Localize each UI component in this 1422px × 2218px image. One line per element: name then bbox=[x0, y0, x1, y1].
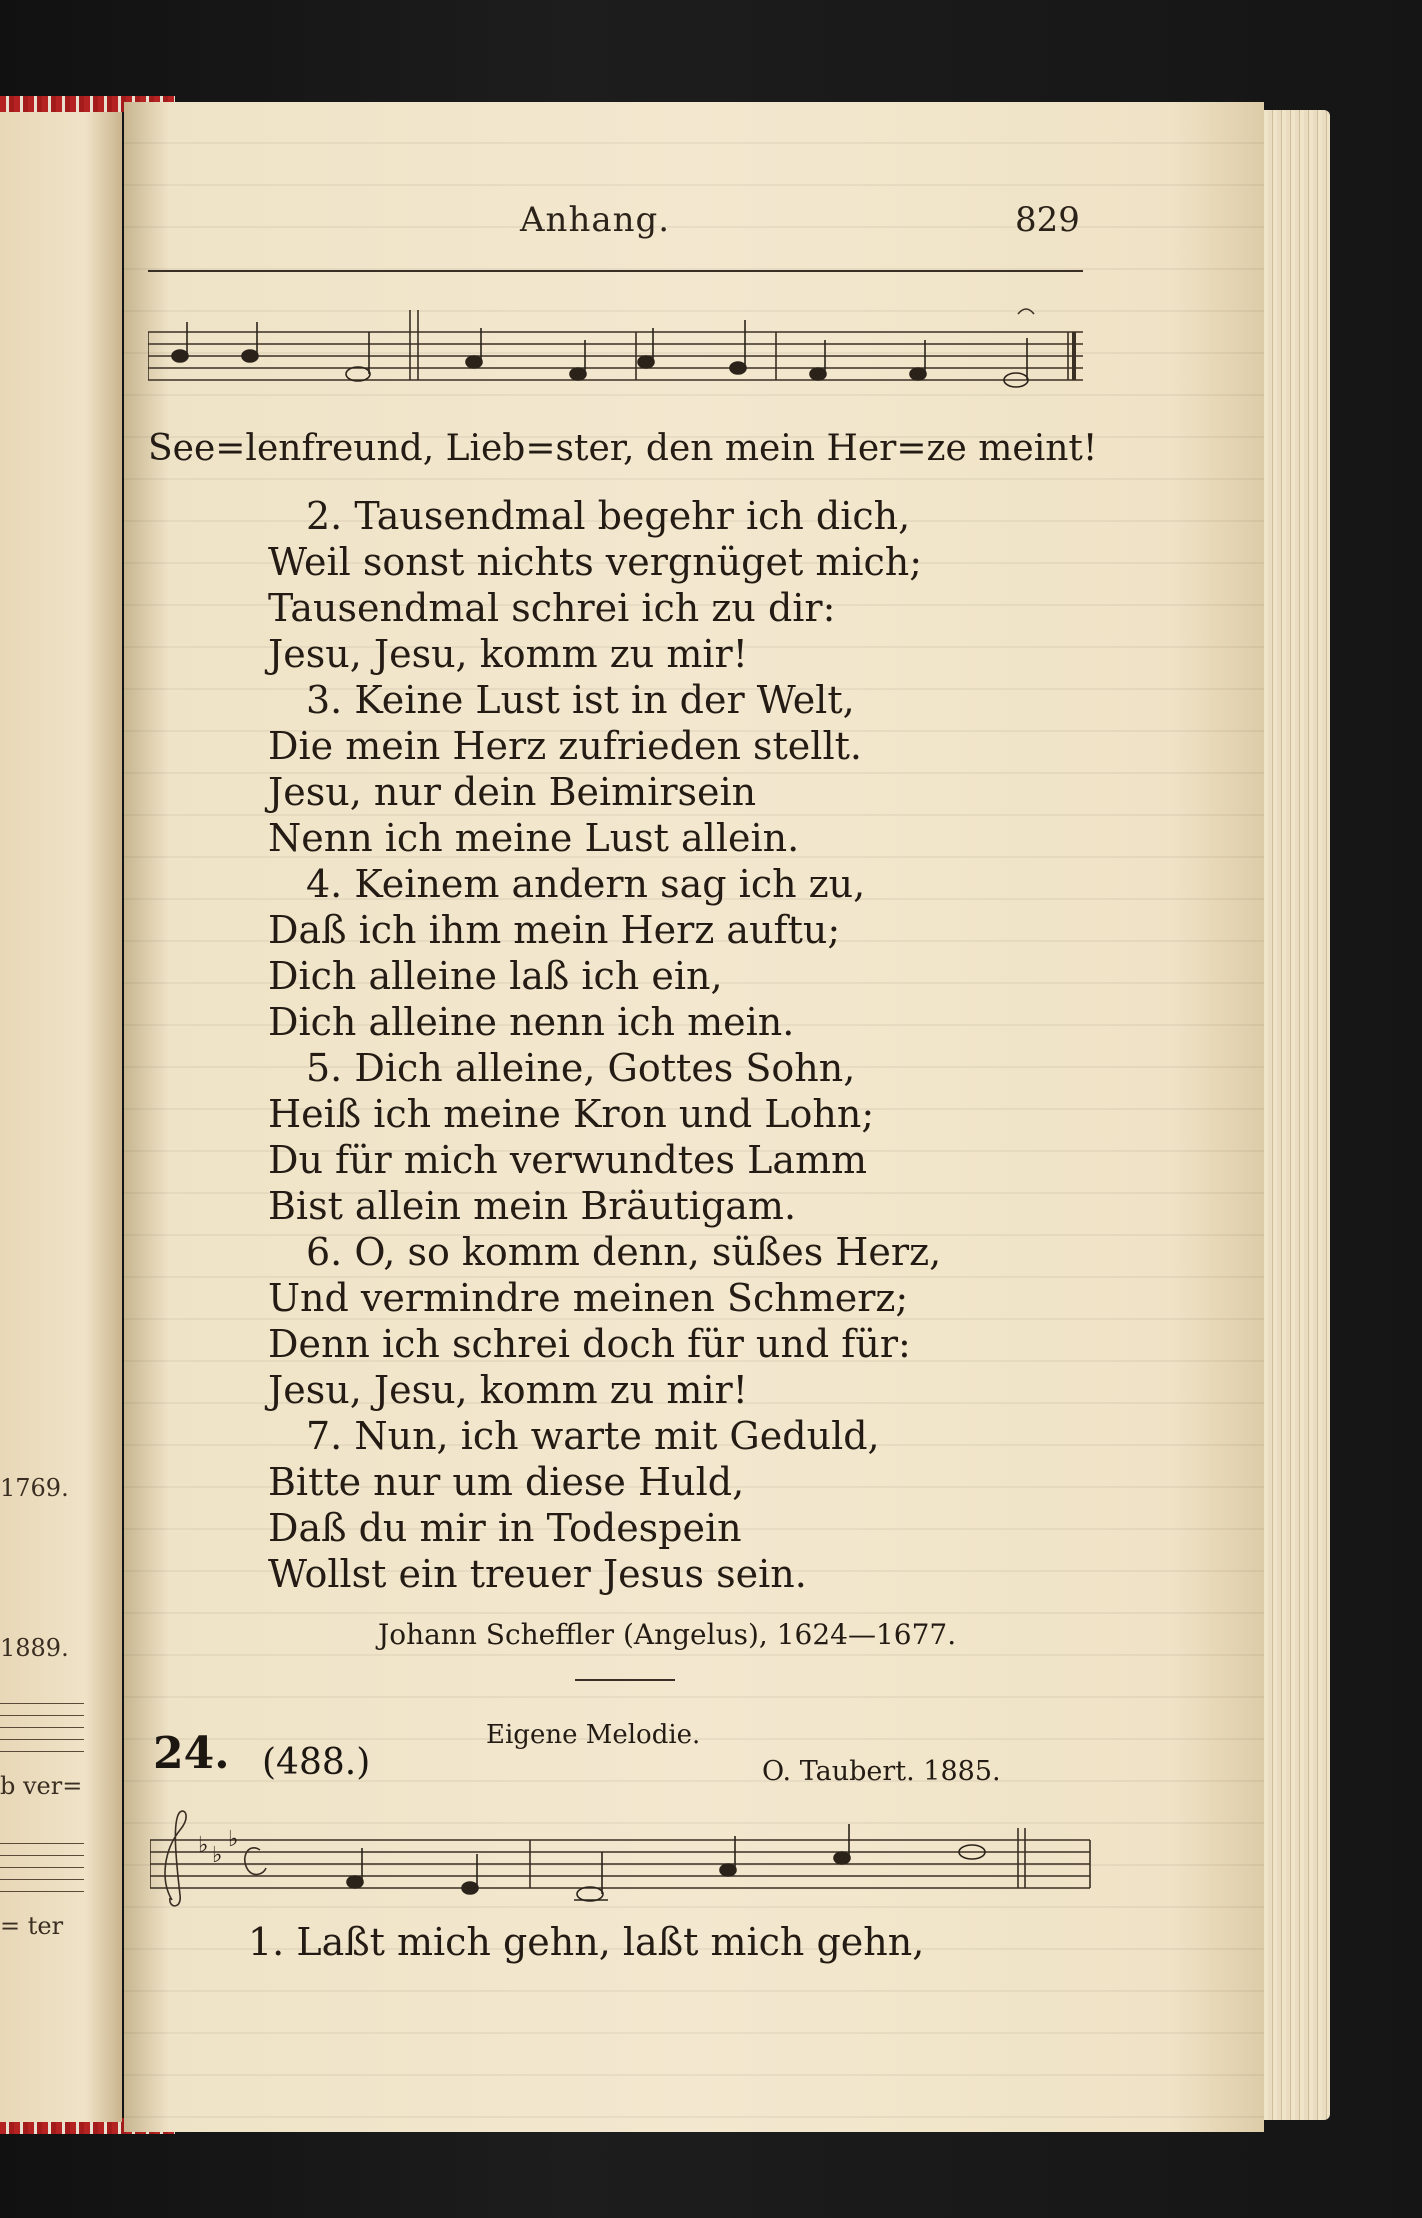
verse-line: Jesu, Jesu, komm zu mir! bbox=[268, 1368, 748, 1412]
verse-number: 5. bbox=[306, 1046, 343, 1090]
verse-line: Jesu, Jesu, komm zu mir! bbox=[268, 632, 748, 676]
verse-text: Keinem andern sag ich zu, bbox=[354, 862, 866, 906]
verse-line bbox=[306, 678, 855, 722]
verse-line bbox=[306, 1414, 880, 1458]
hymn-reference: (488.) bbox=[262, 1742, 371, 1783]
author-credit: Johann Scheffler (Angelus), 1624—1677. bbox=[378, 1618, 957, 1651]
verse-text: O, so komm denn, süßes Herz, bbox=[354, 1230, 942, 1274]
top-melody-lyric: See=lenfreund, Lieb=ster, den mein Her=ze meint! bbox=[148, 428, 1098, 469]
header-rule bbox=[148, 270, 1083, 272]
left-fragment: 1889. bbox=[0, 1634, 69, 1662]
bottom-music-staff bbox=[150, 1800, 1100, 1920]
verse-line: Daß du mir in Todespein bbox=[268, 1506, 742, 1550]
verse-text: Nun, ich warte mit Geduld, bbox=[354, 1414, 880, 1458]
hymn-number: 24. bbox=[153, 1728, 230, 1779]
verse-line bbox=[306, 1230, 941, 1274]
verse-text: Keine Lust ist in der Welt, bbox=[354, 678, 855, 722]
verse-line bbox=[306, 494, 910, 538]
section-divider bbox=[575, 1679, 675, 1681]
verse-line: Jesu, nur dein Beimirsein bbox=[268, 770, 757, 814]
left-fragment: b ver= bbox=[0, 1772, 83, 1800]
verse-number: 4. bbox=[306, 862, 343, 906]
verse-line: Und vermindre meinen Schmerz; bbox=[268, 1276, 909, 1320]
verse-number: 7. bbox=[306, 1414, 343, 1458]
first-verse-lyric: 1. Laßt mich gehn, laßt mich gehn, bbox=[248, 1920, 925, 1964]
verse-line: Heiß ich meine Kron und Lohn; bbox=[268, 1092, 875, 1136]
verse-line: Tausendmal schrei ich zu dir: bbox=[268, 586, 836, 630]
top-music-staff bbox=[148, 292, 1088, 422]
verse-text: Tausendmal begehr ich dich, bbox=[354, 494, 911, 538]
verse-number: 2. bbox=[306, 494, 343, 538]
verse-line bbox=[306, 1046, 855, 1090]
composer-credit: O. Taubert. 1885. bbox=[762, 1756, 1001, 1787]
left-fragment: 1769. bbox=[0, 1474, 69, 1502]
left-page-edge bbox=[0, 112, 122, 2122]
verse-number: 6. bbox=[306, 1230, 343, 1274]
left-staff-fragment bbox=[0, 1692, 84, 1754]
verse-line: Wollst ein treuer Jesus sein. bbox=[268, 1552, 807, 1596]
verse-line: Bist allein mein Bräutigam. bbox=[268, 1184, 797, 1228]
verse-line: Die mein Herz zufrieden stellt. bbox=[268, 724, 862, 768]
left-fragment: = ter bbox=[0, 1912, 64, 1940]
melody-label: Eigene Melodie. bbox=[486, 1720, 701, 1750]
verse-line: Dich alleine nenn ich mein. bbox=[268, 1000, 795, 1044]
verse-line: Denn ich schrei doch für und für: bbox=[268, 1322, 911, 1366]
verse-line: Daß ich ihm mein Herz auftu; bbox=[268, 908, 841, 952]
verse-text: Dich alleine, Gottes Sohn, bbox=[354, 1046, 856, 1090]
verse-line: Du für mich verwundtes Lamm bbox=[268, 1138, 868, 1182]
verse-line: Dich alleine laß ich ein, bbox=[268, 954, 723, 998]
verse-line: Weil sonst nichts vergnüget mich; bbox=[268, 540, 923, 584]
verse-line: Bitte nur um diese Huld, bbox=[268, 1460, 745, 1504]
verse-line: Nenn ich meine Lust allein. bbox=[268, 816, 800, 860]
verse-line bbox=[306, 862, 865, 906]
svg-text:♭: ♭ bbox=[212, 1843, 223, 1868]
verse-number: 3. bbox=[306, 678, 343, 722]
svg-text:♭: ♭ bbox=[198, 1833, 209, 1858]
page-header-title: Anhang. bbox=[520, 200, 671, 240]
svg-text:♭: ♭ bbox=[228, 1827, 239, 1852]
left-staff-fragment bbox=[0, 1832, 84, 1894]
page-number: 829 bbox=[1015, 200, 1080, 240]
